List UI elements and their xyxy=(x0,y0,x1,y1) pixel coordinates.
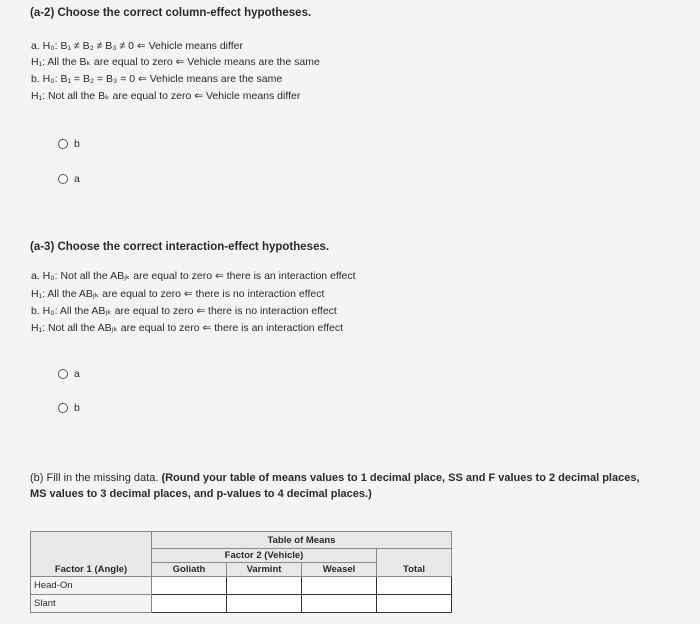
a3-radio-a[interactable] xyxy=(58,368,80,380)
radio-button-icon[interactable] xyxy=(58,369,68,379)
a3-radio-b-label: b xyxy=(74,402,80,414)
part-b-instructions xyxy=(30,470,650,502)
radio-button-icon[interactable] xyxy=(58,174,68,184)
question-a2-title: (a-2) Choose the correct column-effect hypotheses. xyxy=(30,7,312,19)
input-slant-goliath[interactable] xyxy=(152,595,227,613)
input-head-on-varmint[interactable] xyxy=(227,577,302,595)
input-head-on-goliath[interactable] xyxy=(152,577,227,595)
table-row xyxy=(31,577,452,595)
a2-option-a-h0: a. H₀: B₁ ≠ B₂ ≠ B₃ ≠ 0 ⇐ Vehicle means differ xyxy=(31,40,243,52)
factor2-header: Factor 2 (Vehicle) xyxy=(152,549,377,563)
radio-button-icon[interactable] xyxy=(58,403,68,413)
a2-radio-a-label: a xyxy=(74,173,80,185)
a2-option-b-h1: H₁: Not all the Bₖ are equal to zero ⇐ Vehicle means differ xyxy=(31,90,301,102)
input-head-on-weasel[interactable] xyxy=(302,577,377,595)
table-corner-cell xyxy=(31,532,152,549)
a3-option-a-h0: a. H₀: Not all the ABⱼₖ are equal to zero ⇐ there is an interaction effect xyxy=(31,270,356,282)
question-a3-title: (a-3) Choose the correct interaction-effect hypotheses. xyxy=(30,241,330,253)
column-header-varmint: Varmint xyxy=(227,563,302,577)
radio-button-icon[interactable] xyxy=(58,139,68,149)
a2-radio-b[interactable] xyxy=(58,138,80,150)
factor1-header: Factor 1 (Angle) xyxy=(31,563,152,577)
part-b-lead: (b) Fill in the missing data. xyxy=(30,472,159,484)
input-head-on-total[interactable] xyxy=(377,577,452,595)
table-row xyxy=(31,595,452,613)
row-label-head-on: Head-On xyxy=(31,577,152,595)
part-b-rounding-note: (Round your table of means values to 1 decimal place, SS and F values to 2 decimal places, MS values to 3 decimal places, and p-values to 4 decimal places.) xyxy=(30,472,640,500)
input-slant-total[interactable] xyxy=(377,595,452,613)
a2-radio-b-label: b xyxy=(74,138,80,150)
table-corner-cell xyxy=(31,549,152,563)
a3-radio-b[interactable] xyxy=(58,402,80,414)
input-slant-weasel[interactable] xyxy=(302,595,377,613)
a3-option-b-h0: b. H₀: All the ABⱼₖ are equal to zero ⇐ there is no interaction effect xyxy=(31,305,337,317)
row-label-slant: Slant xyxy=(31,595,152,613)
column-header-weasel: Weasel xyxy=(302,563,377,577)
column-header-total: Total xyxy=(377,563,452,577)
a3-radio-a-label: a xyxy=(74,368,80,380)
input-slant-varmint[interactable] xyxy=(227,595,302,613)
a3-option-a-h1: H₁: All the ABⱼₖ are equal to zero ⇐ there is no interaction effect xyxy=(31,288,325,300)
table-title: Table of Means xyxy=(152,532,452,549)
a3-option-b-h1: H₁: Not all the ABⱼₖ are equal to zero ⇐ there is an interaction effect xyxy=(31,322,344,334)
total-spacer-header xyxy=(377,549,452,563)
a2-option-a-h1: H₁: All the Bₖ are equal to zero ⇐ Vehicle means are the same xyxy=(31,56,320,68)
table-of-means xyxy=(30,531,452,613)
a2-option-b-h0: b. H₀: B₁ = B₂ = B₃ = 0 ⇐ Vehicle means are the same xyxy=(31,73,283,85)
column-header-goliath: Goliath xyxy=(152,563,227,577)
a2-radio-a[interactable] xyxy=(58,173,80,185)
